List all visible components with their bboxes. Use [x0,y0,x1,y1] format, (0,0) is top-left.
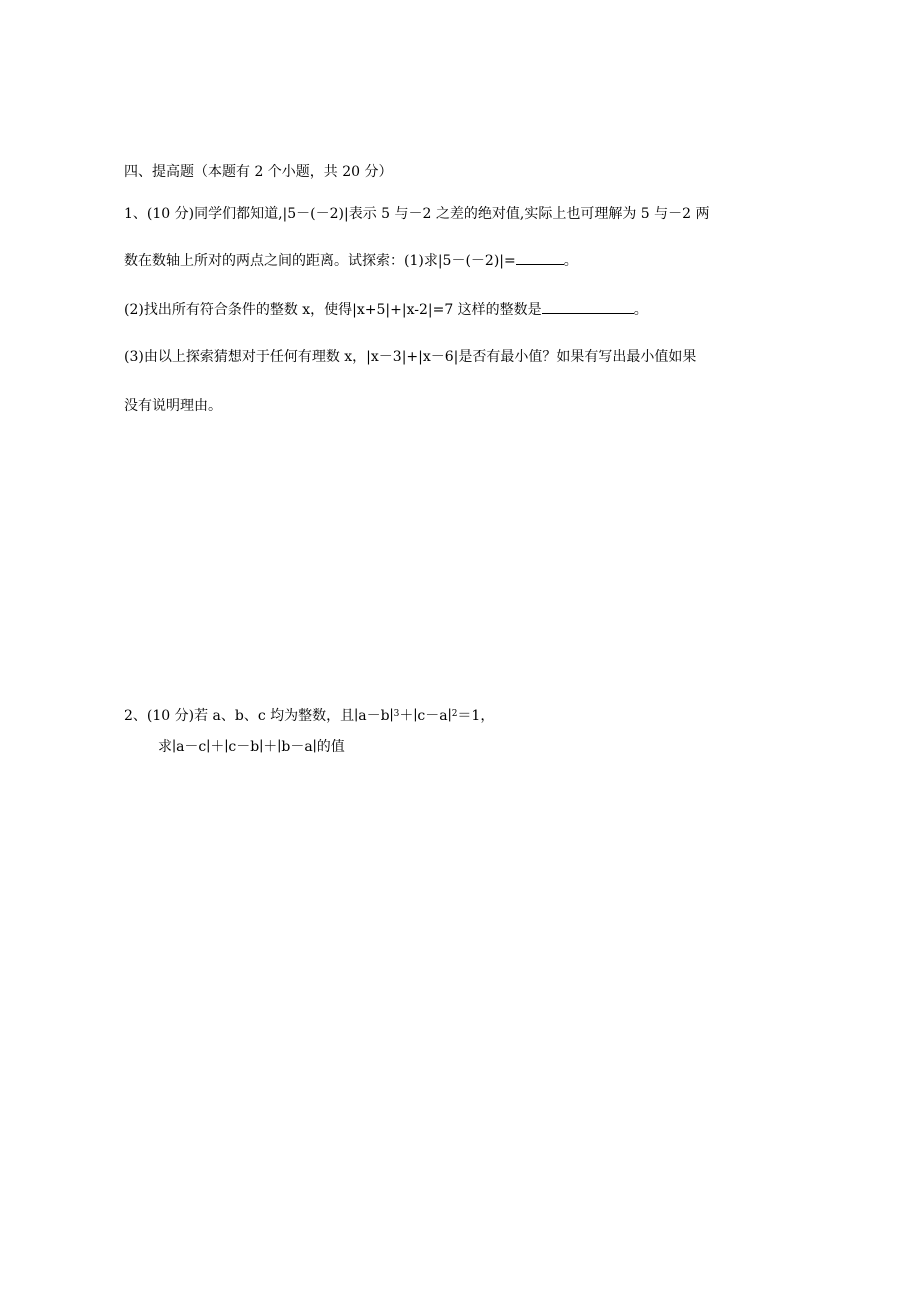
problem2-line2: 求∣a－c∣＋∣c－b∣＋∣b－a∣的值 [158,739,345,755]
problem1-line3 [124,299,648,319]
problem1-line3-tail: 。 [633,302,648,318]
problem1-line4: (3)由以上探索猜想对于任何有理数 x，|x－3|+|x－6|是否有最小值？如果有写出最小值如果 [124,349,697,365]
problem2-line1-b: ＋∣c－a∣ [399,708,452,724]
problem1-line3-text: (2)找出所有符合条件的整数 x，使得|x+5|+|x-2|=7 这样的整数是 [124,302,542,318]
problem1-line1: 1、(10 分)同学们都知道,|5－(－2)|表示 5 与－2 之差的绝对值,实际上也可理解为 5 与－2 两 [124,206,710,222]
problem1-line2 [124,250,578,270]
exponent-2: 2 [451,709,458,719]
answer-blank-1[interactable] [516,250,564,265]
problem1-line2-text: 数在数轴上所对的两点之间的距离。试探索：(1)求|5－(－2)|= [124,253,516,269]
problem1-line5: 没有说明理由。 [124,398,222,414]
answer-blank-2[interactable] [542,299,634,314]
section-heading: 四、提高题（本题有 2 个小题，共 20 分） [124,164,393,180]
exponent-3: 3 [393,709,400,719]
problem2-line1 [124,706,494,726]
problem2-line1-a: 2、(10 分)若 a、b、c 均为整数，且∣a－b∣ [124,708,394,724]
problem2-line1-c: ＝1， [457,708,495,724]
problem1-line2-tail: 。 [563,253,578,269]
